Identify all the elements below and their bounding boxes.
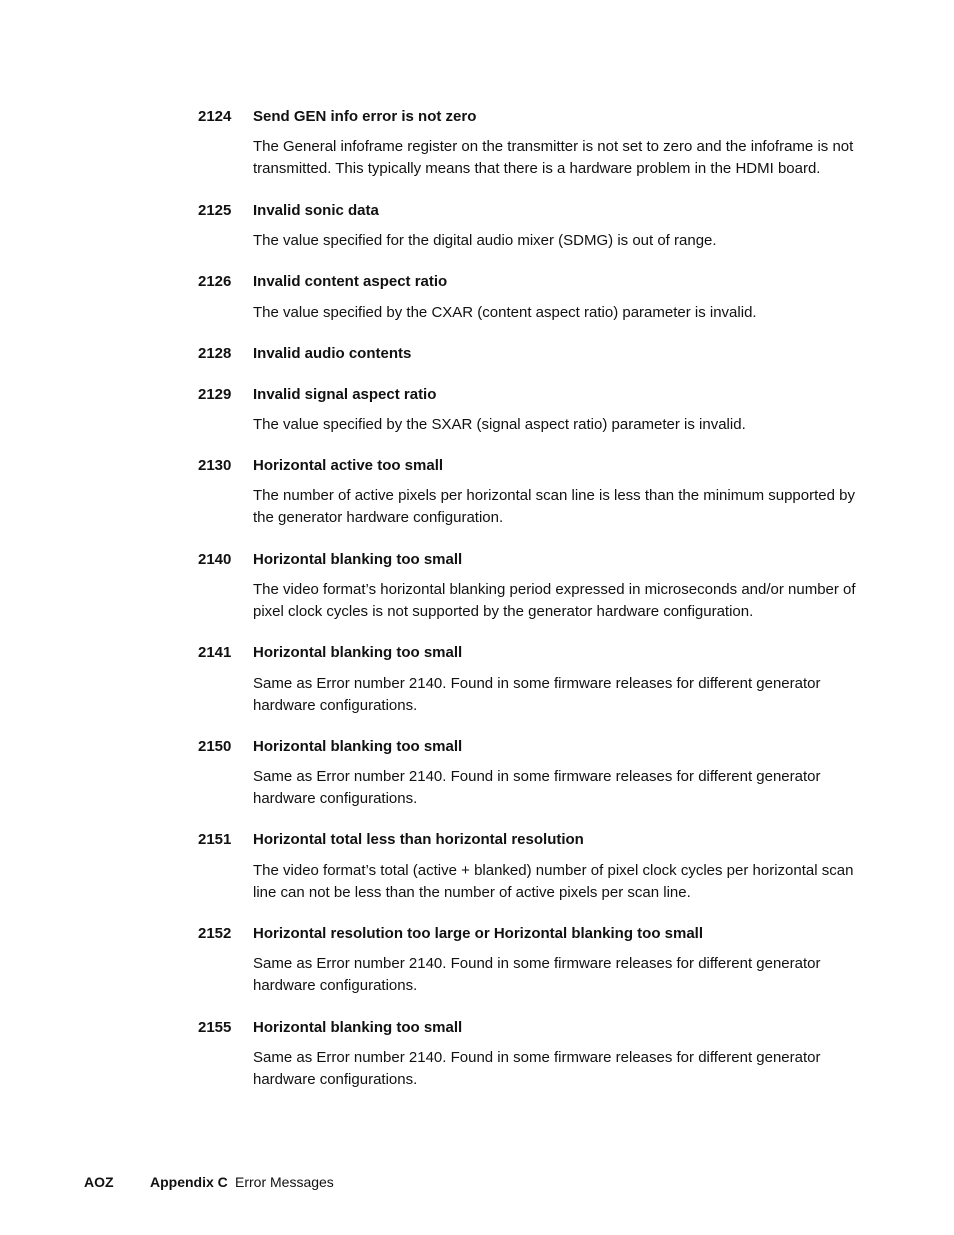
error-description: The value specified by the SXAR (signal aspect ratio) parameter is invalid.: [253, 416, 746, 433]
error-title: Invalid content aspect ratio: [253, 273, 448, 290]
page-footer: [0, 1173, 954, 1193]
error-title: Horizontal blanking too small: [253, 1019, 463, 1036]
error-code: 2124: [198, 108, 232, 125]
error-description: The value specified for the digital audio mixer (SDMG) is out of range.: [253, 232, 717, 249]
error-entry-2126: [0, 272, 954, 321]
error-code: 2152: [198, 925, 232, 942]
error-title: Horizontal blanking too small: [253, 644, 463, 661]
error-title: Horizontal blanking too small: [253, 551, 463, 568]
error-entry-2124: [0, 107, 954, 177]
error-code: 2128: [198, 345, 232, 362]
error-entry-2130: [0, 456, 954, 526]
error-description: Same as Error number 2140. Found in some firmware releases for different generator hardware configurations.: [253, 768, 821, 807]
error-title: Horizontal active too small: [253, 457, 444, 474]
error-entry-2141: [0, 643, 954, 714]
error-entry-2152: [0, 924, 954, 994]
error-entry-2140: [0, 550, 954, 620]
error-code: 2129: [198, 386, 232, 403]
error-entry-2150: [0, 737, 954, 807]
error-title: Horizontal blanking too small: [253, 738, 463, 755]
error-title: Horizontal resolution too large or Horizontal blanking too small: [253, 925, 704, 942]
error-code: 2141: [198, 644, 232, 661]
error-description: The value specified by the CXAR (content aspect ratio) parameter is invalid.: [253, 304, 757, 321]
error-title: Horizontal total less than horizontal resolution: [253, 831, 584, 848]
error-entry-2129: [0, 385, 954, 433]
error-description: The number of active pixels per horizontal scan line is less than the minimum supported by the generator hardware configuration.: [253, 487, 855, 526]
error-code: 2125: [198, 202, 232, 219]
error-description: The General infoframe register on the transmitter is not set to zero and the infoframe is not transmitted. This typically means that there is a hardware problem in the HDMI board.: [253, 138, 854, 177]
error-title: Send GEN info error is not zero: [253, 108, 477, 125]
error-description: The video format’s total (active + blanked) number of pixel clock cycles per horizontal scan line can not be less than the number of active pixels per scan line.: [253, 862, 854, 901]
error-code: 2150: [198, 738, 232, 755]
section-title: Error Messages: [235, 1174, 334, 1190]
error-code: 2126: [198, 273, 232, 290]
error-title: Invalid signal aspect ratio: [253, 386, 437, 403]
page-number: AOZ: [84, 1174, 114, 1190]
error-entry-2155: [0, 1018, 954, 1088]
error-code: 2155: [198, 1019, 232, 1036]
error-description: Same as Error number 2140. Found in some firmware releases for different generator hardware configurations.: [253, 955, 821, 994]
error-entry-2128: [0, 344, 954, 364]
error-entry-2125: [0, 201, 954, 249]
error-title: Invalid audio contents: [253, 345, 412, 362]
error-code: 2140: [198, 551, 232, 568]
appendix-label: Appendix C: [150, 1174, 228, 1190]
error-title: Invalid sonic data: [253, 202, 379, 219]
error-code: 2151: [198, 831, 232, 848]
error-description: Same as Error number 2140. Found in some firmware releases for different generator hardware configurations.: [253, 675, 821, 714]
error-description: The video format’s horizontal blanking period expressed in microseconds and/or number of pixel clock cycles is not supported by the generator hardware configuration.: [253, 581, 856, 620]
error-description: Same as Error number 2140. Found in some firmware releases for different generator hardware configurations.: [253, 1049, 821, 1088]
error-entry-2151: [0, 830, 954, 901]
error-code: 2130: [198, 457, 232, 474]
